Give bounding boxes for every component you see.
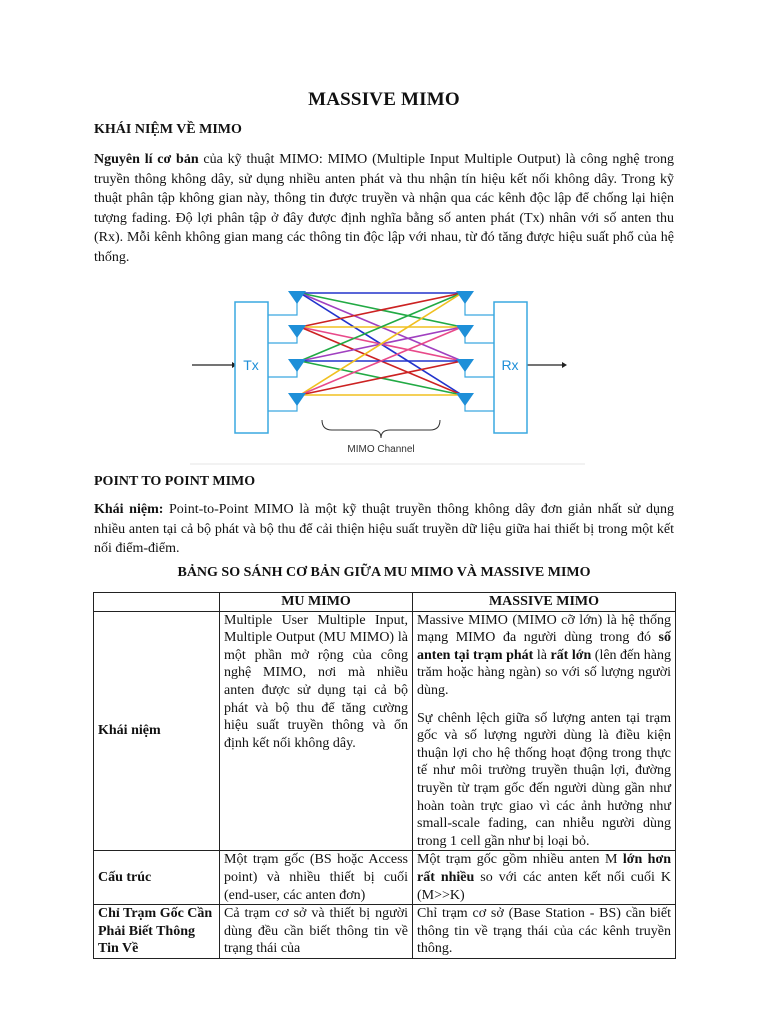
cell-massive-concept	[413, 611, 676, 851]
cell-mu-structure: Một trạm gốc (BS hoặc Access point) và nhiều thiết bị cuối (end-user, các anten đơn)	[220, 851, 413, 905]
page-title: MASSIVE MIMO	[308, 89, 460, 110]
table-row	[94, 851, 676, 905]
lead-term: Nguyên lí cơ bản	[94, 152, 199, 167]
lead-term: Khái niệm:	[94, 502, 164, 517]
table-header-row	[94, 593, 676, 612]
channel-label: MIMO Channel	[347, 444, 415, 455]
paragraph-point-to-point	[94, 500, 674, 559]
paragraph-text: của kỹ thuật MIMO: MIMO (Multiple Input Multiple Output) là công nghệ trong truyền thông không dây, sử dụng nhiều anten phát và thu nhận tín hiệu kết nối không dây. Trong kỹ thuật phân tập không gian này, thông tin được truyền và nhận qua các kênh độc lập để chống lại hiện tượng fading. Độ lợi phân tập ở đây được định nghĩa bằng số anten phát (Tx) nhân với số anten thu (Rx). Mỗi kênh không gian mang các thông tin độc lập với nhau, từ đó tăng được hiệu suất phổ của hệ thống.	[94, 152, 674, 265]
table-row	[94, 905, 676, 959]
paragraph-mimo-principle	[94, 150, 674, 268]
row-label-csi: Chỉ Trạm Gốc Cần Phải Biết Thông Tin Về	[94, 905, 220, 959]
row-label-concept: Khái niệm	[94, 611, 220, 851]
row-label-structure: Cấu trúc	[94, 851, 220, 905]
cell-massive-csi: Chỉ trạm cơ sở (Base Station - BS) cần biết thông tin về trạng thái của các kênh truyền thông.	[413, 905, 676, 959]
cell-massive-structure: Một trạm gốc gồm nhiều anten M lớn hơn rất nhiều so với các anten kết nối cuối K (M>>K)	[413, 851, 676, 905]
cell-paragraph: Sự chênh lệch giữa số lượng anten tại trạm gốc và số lượng người dùng là điều kiện thuận lợi cho hệ thống hoạt động trong thực tế như môi trường truyền thuận lợi, đường truyền từ trạm gốc đến người dùng gần như hoàn toàn trực giao vì các ảnh hưởng như small-scale fading, can nhiễu người dùng trong 1 cell gần như bị loại bỏ.	[417, 710, 671, 849]
section-heading-mimo-concept: KHÁI NIỆM VỀ MIMO	[94, 122, 242, 137]
cell-mu-csi: Cả trạm cơ sở và thiết bị người dùng đều cần biết thông tin về trạng thái của	[220, 905, 413, 959]
comparison-table	[93, 592, 676, 959]
tx-label: Tx	[243, 357, 259, 373]
section-heading-point-to-point: POINT TO POINT MIMO	[94, 474, 256, 489]
table-row	[94, 611, 676, 851]
cell-paragraph: Massive MIMO (MIMO cỡ lớn) là hệ thống mạng MIMO đa người dùng trong đó số anten tại trạm phát là rất lớn (lên đến hàng trăm hoặc hàng ngàn) so với số lượng người dùng.	[417, 612, 671, 698]
cell-mu-concept: Multiple User Multiple Input, Multiple Output (MU MIMO) là một phần mở rộng của công nghệ MIMO, nơi mà nhiều anten được sử dụng tại cả bộ phát và bộ thu để tăng cường hiệu suất truyền thông và ổn định kết nối không dây.	[220, 611, 413, 851]
header-cell-mu-mimo: MU MIMO	[220, 593, 413, 612]
table-title: BẢNG SO SÁNH CƠ BẢN GIỮA MU MIMO VÀ MASSIVE MIMO	[177, 565, 591, 580]
paragraph-text: Point-to-Point MIMO là một kỹ thuật truyền thông không dây đơn giản nhất sử dụng nhiều anten tại cả bộ phát và bộ thu để cải thiện hiệu suất truyền dữ liệu giữa hai thiết bị trong một kết nối điểm-điểm.	[94, 502, 675, 557]
mimo-diagram	[190, 275, 585, 465]
header-cell-empty	[94, 593, 220, 612]
rx-label: Rx	[501, 357, 519, 373]
header-cell-massive-mimo: MASSIVE MIMO	[413, 593, 676, 612]
